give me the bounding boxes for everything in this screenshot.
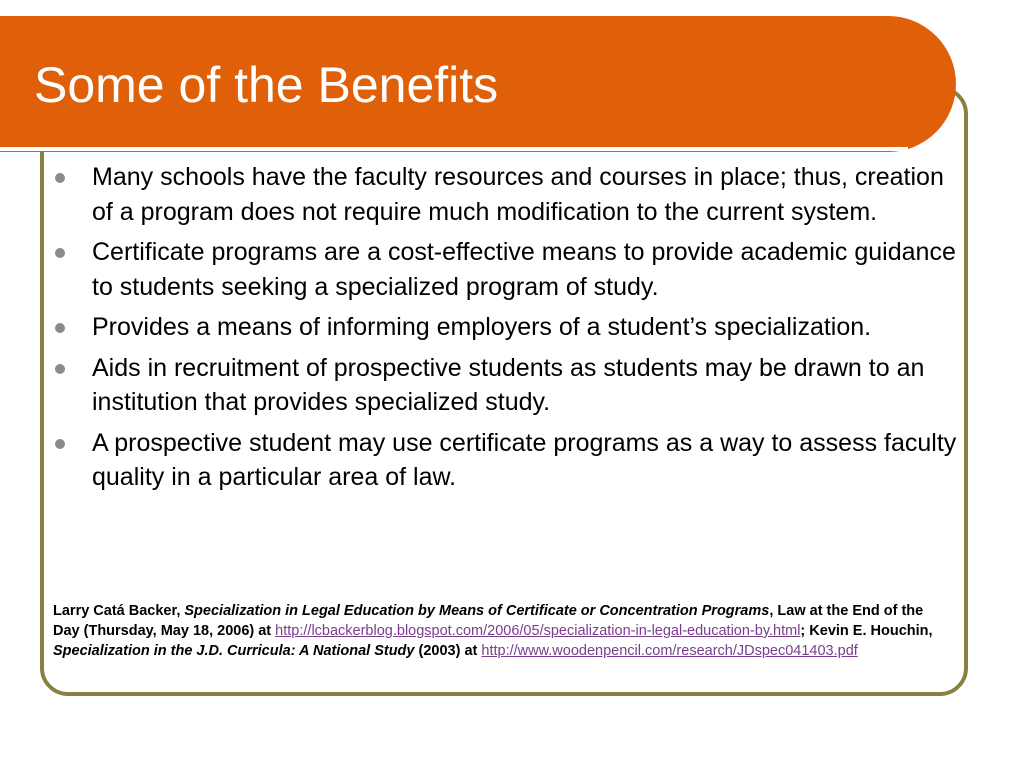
citation-title-2: Specialization in the J.D. Curricula: A National Study xyxy=(53,643,415,659)
bullet-item xyxy=(52,160,962,229)
title-underline xyxy=(0,147,908,151)
bullet-dot-icon xyxy=(55,439,65,449)
citation-separator: ; Kevin E. Houchin, xyxy=(800,623,933,639)
bullet-text: A prospective student may use certificate programs as a way to assess faculty quality in a particular area of law. xyxy=(92,428,957,491)
bullet-text: Provides a means of informing employers of a student’s specialization. xyxy=(92,313,872,341)
bullet-dot-icon xyxy=(55,323,65,333)
citation-author-1: Larry Catá Backer, xyxy=(53,603,185,619)
bullet-item xyxy=(52,426,962,495)
bullet-dot-icon xyxy=(55,364,65,374)
citation-year-2: (2003) at xyxy=(414,643,482,659)
title-band xyxy=(0,16,956,152)
bullet-list xyxy=(52,160,962,501)
bullet-text: Certificate programs are a cost-effective means to provide academic guidance to students seeking a specialized program of study. xyxy=(92,238,956,301)
bullet-dot-icon xyxy=(55,248,65,258)
citation-publisher-1: , Law at the End of the Day (Thursday, May 18, 2006) at xyxy=(53,603,924,639)
bullet-dot-icon xyxy=(55,173,65,183)
bullet-text: Many schools have the faculty resources and courses in place; thus, creation of a program does not require much modification to the current system. xyxy=(92,163,944,226)
citation xyxy=(53,601,953,661)
citation-link-1[interactable]: http://lcbackerblog.blogspot.com/2006/05/specialization-in-legal-education-by.html xyxy=(275,623,801,639)
bullet-item xyxy=(52,235,962,304)
slide-title: Some of the Benefits xyxy=(34,57,499,113)
bullet-text: Aids in recruitment of prospective students as students may be drawn to an institution that provides specialized study. xyxy=(92,353,925,416)
bullet-item xyxy=(52,310,962,345)
citation-title-1: Specialization in Legal Education by Means of Certificate or Concentration Programs xyxy=(184,603,770,619)
citation-link-2[interactable]: http://www.woodenpencil.com/research/JDspec041403.pdf xyxy=(481,643,858,659)
bullet-item xyxy=(52,351,962,420)
